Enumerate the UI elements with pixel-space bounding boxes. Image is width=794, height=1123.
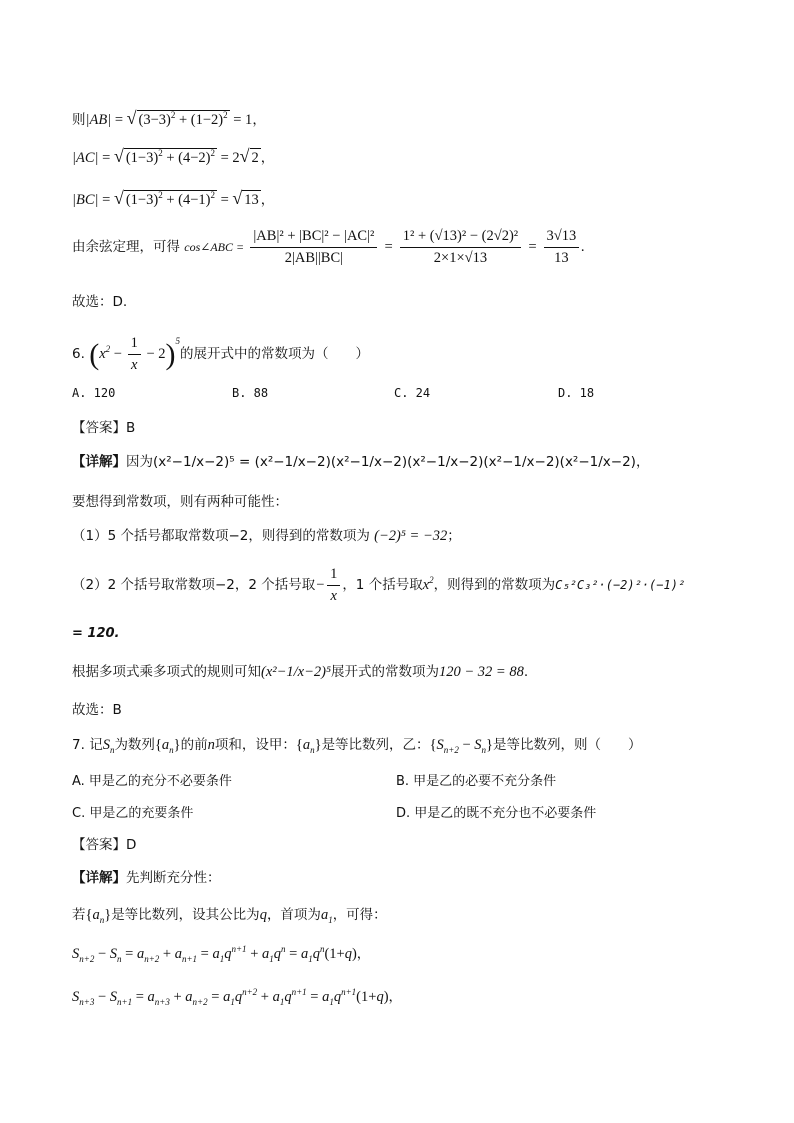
line-ac-length: |AC| = √ $(1-3)^2 + (4-2)^2 = 2√$ 2 ， — [72, 146, 275, 166]
detail-text: 先判断充分性： — [126, 870, 221, 886]
question-6-case-1: （1）5 个括号都取常数项−2，则得到的常数项为 (−2)⁵ = −32； — [72, 528, 461, 544]
question-6-case-2-result: = 120. — [72, 626, 120, 641]
case-2-fraction: $\frac{1}{x}$ — [327, 566, 340, 605]
detail-label: 【详解】 — [72, 870, 126, 886]
option-b[interactable]: B. 88 — [232, 386, 269, 400]
question-7-answer: 【答案】D — [72, 837, 137, 853]
option-a[interactable]: A. 120 — [72, 386, 116, 400]
case-2-formula: C₅²C₃²·(−2)²·(−1)² — [555, 578, 686, 592]
question-6-options — [72, 386, 722, 402]
option-b[interactable]: B. 甲是乙的必要不充分条件 — [396, 774, 557, 789]
question-7-equation-1: $S_{n+2} - S_n = a_{n+2} + a_{n+1} = a_1q^{n+1} + a_1q^n = a_1q^n(1+q)$， — [72, 944, 371, 964]
question-6-choice: 故选：B — [72, 702, 122, 718]
option-c[interactable]: C. 24 — [394, 386, 431, 400]
case-1-formula: (−2)⁵ = −32 — [374, 528, 448, 544]
text-cosine-intro: 由余弦定理，可得 — [72, 239, 180, 255]
question-6-detail — [72, 450, 649, 470]
line-cosine-law: 由余弦定理，可得 cos∠ABC = $\frac{\text{|AB|² + |BC|² − |AC|²}}{2|AB||BC|}$ = $\frac{\text{1² + (√13)² − (2√2)²}}{2\times 1\times√13}$ = $\frac{3√13}{13}$ . — [72, 228, 585, 266]
equation-2: $S_{n+3} - S_{n+1} = a_{n+3} + a_{n+2} = a_1q^{n+2} + a_1q^{n+1} = a_1q^{n+1}(1+q)$ — [72, 987, 389, 1007]
question-6-expression: ($x^2$ − $\frac{1}{x}$ − 2)$^5$ — [89, 335, 180, 373]
question-6-number: 6. — [72, 345, 85, 362]
line-ab-length: 则|AB| = √ $(3-3)^2 + (1-2)^2 = 1$， — [72, 108, 266, 128]
option-c[interactable]: C. 甲是乙的充要条件 — [72, 806, 194, 821]
detail-text: 因为(x²−1/x−2)⁵ = (x²−1/x−2)(x²−1/x−2)(x²−1/x−2)(x²−1/x−2)(x²−1/x−2)， — [126, 454, 650, 470]
fraction-cos-result: $\frac{3√13}{13}$ — [544, 228, 580, 267]
question-6 — [72, 335, 369, 374]
text-then: 则 — [72, 112, 86, 128]
formula-bc: |BC| = √ $(1-3)^2 + (4-1)^2$ = √ 13 — [72, 188, 259, 208]
question-7-options-row-2 — [72, 802, 722, 821]
option-d[interactable]: D. 18 — [558, 386, 595, 400]
question-7: 7. 记$S_n$为数列$\{a_n\}$的前n项和，设甲：$\{a_n\}$是等比数列，乙：$\{S_{n+2} - S_n\}$是等比数列，则（ ） — [72, 737, 642, 755]
fraction-cos-general: $\frac{\text{|AB|² + |BC|² − |AC|²}}{2|AB||BC|}$ — [250, 228, 377, 267]
question-6-answer: 【答案】B — [72, 420, 136, 436]
question-6-conclusion: 根据多项式乘多项式的规则可知(x²−1/x−2)⁵展开式的常数项为120 − 32 = 88. — [72, 664, 529, 680]
question-7-options-row-1 — [72, 770, 722, 789]
question-7-detail — [72, 866, 221, 886]
choice-d-line: 故选：D. — [72, 294, 128, 310]
question-7-equation-2: $S_{n+3} - S_{n+1} = a_{n+3} + a_{n+2} = a_1q^{n+2} + a_1q^{n+1} = a_1q^{n+1}(1+q)$， — [72, 987, 403, 1007]
option-d[interactable]: D. 甲是乙的既不充分也不必要条件 — [396, 806, 597, 821]
conclusion-formula: 120 − 32 = 88 — [439, 664, 524, 680]
fraction-cos-values: $\frac{\text{1² + (√13)² − (2√2)²}}{2\times 1\times√13}$ — [400, 228, 521, 267]
question-7-assumption: 若$\{a_n\}$是等比数列，设其公比为q，首项为$a_1$，可得： — [72, 907, 387, 925]
question-6-text: 的展开式中的常数项为（ ） — [180, 345, 369, 362]
question-7-number: 7. — [72, 737, 85, 753]
conclusion-expression: (x²−1/x−2)⁵ — [261, 664, 332, 680]
question-6-case-2: （2）2 个括号取常数项−2，2 个括号取− $\frac{1}{x}$ ，1 个括号取$x^2$，则得到的常数项为C₅²C₃²·(−2)²·(−1)² — [72, 566, 686, 604]
option-a[interactable]: A. 甲是乙的充分不必要条件 — [72, 774, 232, 789]
formula-ab: |AB| = √ $(3-3)^2 + (1-2)^2 = 1$ — [85, 108, 253, 128]
detail-label: 【详解】 — [72, 454, 126, 470]
formula-cos: cos∠ABC = — [184, 240, 245, 254]
formula-ac: |AC| = √ $(1-3)^2 + (4-2)^2 = 2√$ 2 — [72, 146, 259, 166]
question-6-possibilities: 要想得到常数项，则有两种可能性： — [72, 494, 288, 510]
line-bc-length: |BC| = √ $(1-3)^2 + (4-1)^2$ = √ 13 ， — [72, 188, 275, 208]
equation-1: $S_{n+2} - S_n = a_{n+2} + a_{n+1} = a_1q^{n+1} + a_1q^n = a_1q^n(1+q)$ — [72, 944, 357, 964]
